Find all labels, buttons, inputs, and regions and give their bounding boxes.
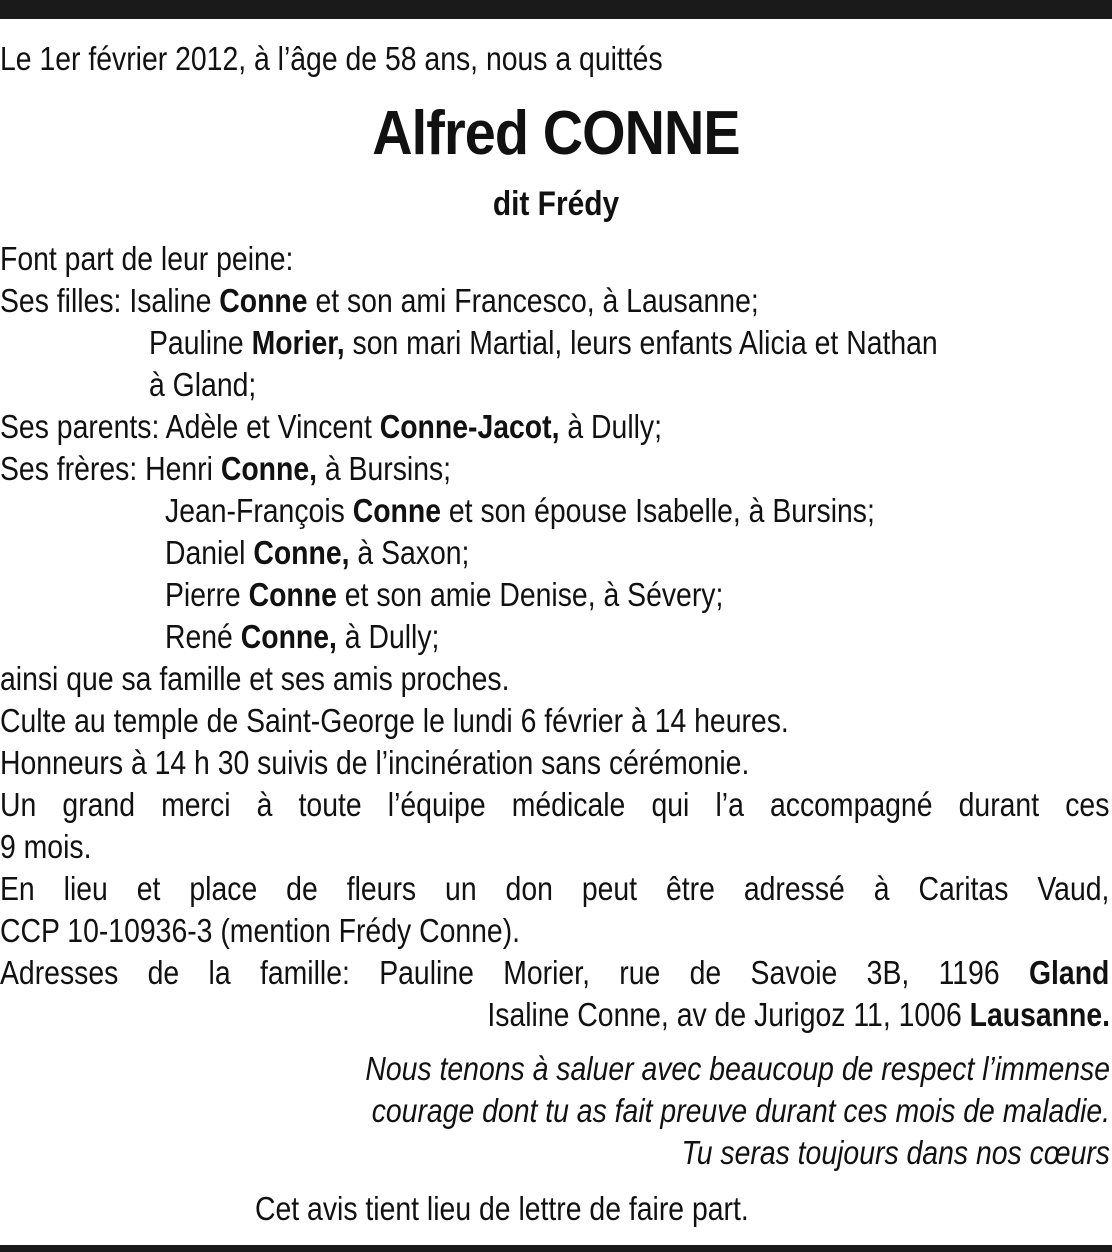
intro-line: Le 1er février 2012, à l’âge de 58 ans, nous a quittés [0, 40, 663, 77]
famille-line: ainsi que sa famille et ses amis proches. [0, 660, 510, 697]
frere-post: et son épouse Isabelle, à Bursins; [441, 492, 875, 529]
adresses-line-2 [1, 994, 1110, 1036]
frere-pre: Henri [137, 450, 221, 487]
frere-pre: René [165, 618, 241, 655]
parents-bold: Conne-Jacot, [379, 408, 560, 445]
frere-post: à Dully; [336, 618, 440, 655]
closing-line: Cet avis tient lieu de lettre de faire part. [255, 1190, 749, 1227]
adresses-l1-bold: Gland [1028, 954, 1110, 991]
merci-line-2: 9 mois. [0, 828, 92, 865]
adresses-l1-pre: Adresses de la famille: Pauline Morier, rue de Savoie 3B, 1196 [0, 954, 1029, 991]
frere-pre: Jean-François [165, 492, 353, 529]
frere-post: à Bursins; [316, 450, 452, 487]
frere-post: et son amie Denise, à Sévery; [336, 576, 724, 613]
font-part-line: Font part de leur peine: [0, 240, 294, 277]
filles-l2-bold: Morier, [251, 324, 345, 361]
bottom-rule [0, 1245, 1112, 1252]
freres-line-1 [0, 448, 955, 490]
adresses-line-1 [0, 952, 1109, 994]
don-line-1: En lieu et place de fleurs un don peut être adressé à Caritas Vaud, [0, 870, 1110, 907]
filles-l1-post: et son ami Francesco, à Lausanne; [307, 282, 759, 319]
parents-line [0, 406, 955, 448]
frere-bold: Conne, [240, 618, 337, 655]
don-line-2: CCP 10-10936-3 (mention Frédy Conne). [0, 912, 521, 949]
filles-line-2 [149, 322, 1104, 364]
freres-line-2 [165, 490, 1112, 532]
freres-label: Ses frères: [0, 450, 138, 487]
frere-pre: Pierre [165, 576, 249, 613]
merci-line-1: Un grand merci à toute l’équipe médicale qui l’a accompagné durant ces [0, 786, 1110, 823]
freres-line-5 [165, 616, 1112, 658]
frere-bold: Conne [352, 492, 442, 529]
freres-line-3 [165, 532, 1112, 574]
frere-bold: Conne, [220, 450, 317, 487]
filles-l2-post: son mari Martial, leurs enfants Alicia et Nathan [344, 324, 938, 361]
parents-label: Ses parents: [0, 408, 160, 445]
nickname: dit Frédy [492, 185, 620, 223]
deceased-name: Alfred CONNE [372, 99, 740, 168]
parents-pre: Adèle et Vincent [159, 408, 380, 445]
filles-line-3: à Gland; [149, 366, 257, 403]
hommage-line-3: Tu seras toujours dans nos cœurs [681, 1134, 1110, 1171]
hommage-line-1: Nous tenons à saluer avec beaucoup de respect l’immense [365, 1050, 1110, 1087]
frere-bold: Conne, [253, 534, 350, 571]
freres-line-4 [165, 574, 1112, 616]
top-rule [0, 0, 1112, 19]
filles-l1-pre: Isaline [129, 282, 220, 319]
frere-pre: Daniel [165, 534, 254, 571]
parents-post: à Dully; [559, 408, 663, 445]
adresses-l2-pre: Isaline Conne, av de Jurigoz 11, 1006 [487, 996, 970, 1033]
filles-l2-pre: Pauline [149, 324, 252, 361]
hommage-line-2: courage dont tu as fait preuve durant ces mois de maladie. [371, 1092, 1111, 1129]
frere-post: à Saxon; [349, 534, 470, 571]
frere-bold: Conne [248, 576, 337, 613]
culte-line: Culte au temple de Saint-George le lundi 6 février à 14 heures. [0, 702, 789, 739]
filles-l1-bold: Conne [219, 282, 308, 319]
honneurs-line: Honneurs à 14 h 30 suivis de l’incinération sans cérémonie. [0, 744, 750, 781]
adresses-l2-bold: Lausanne. [969, 996, 1110, 1033]
filles-line-1 [0, 280, 955, 322]
filles-label: Ses filles: [0, 282, 122, 319]
